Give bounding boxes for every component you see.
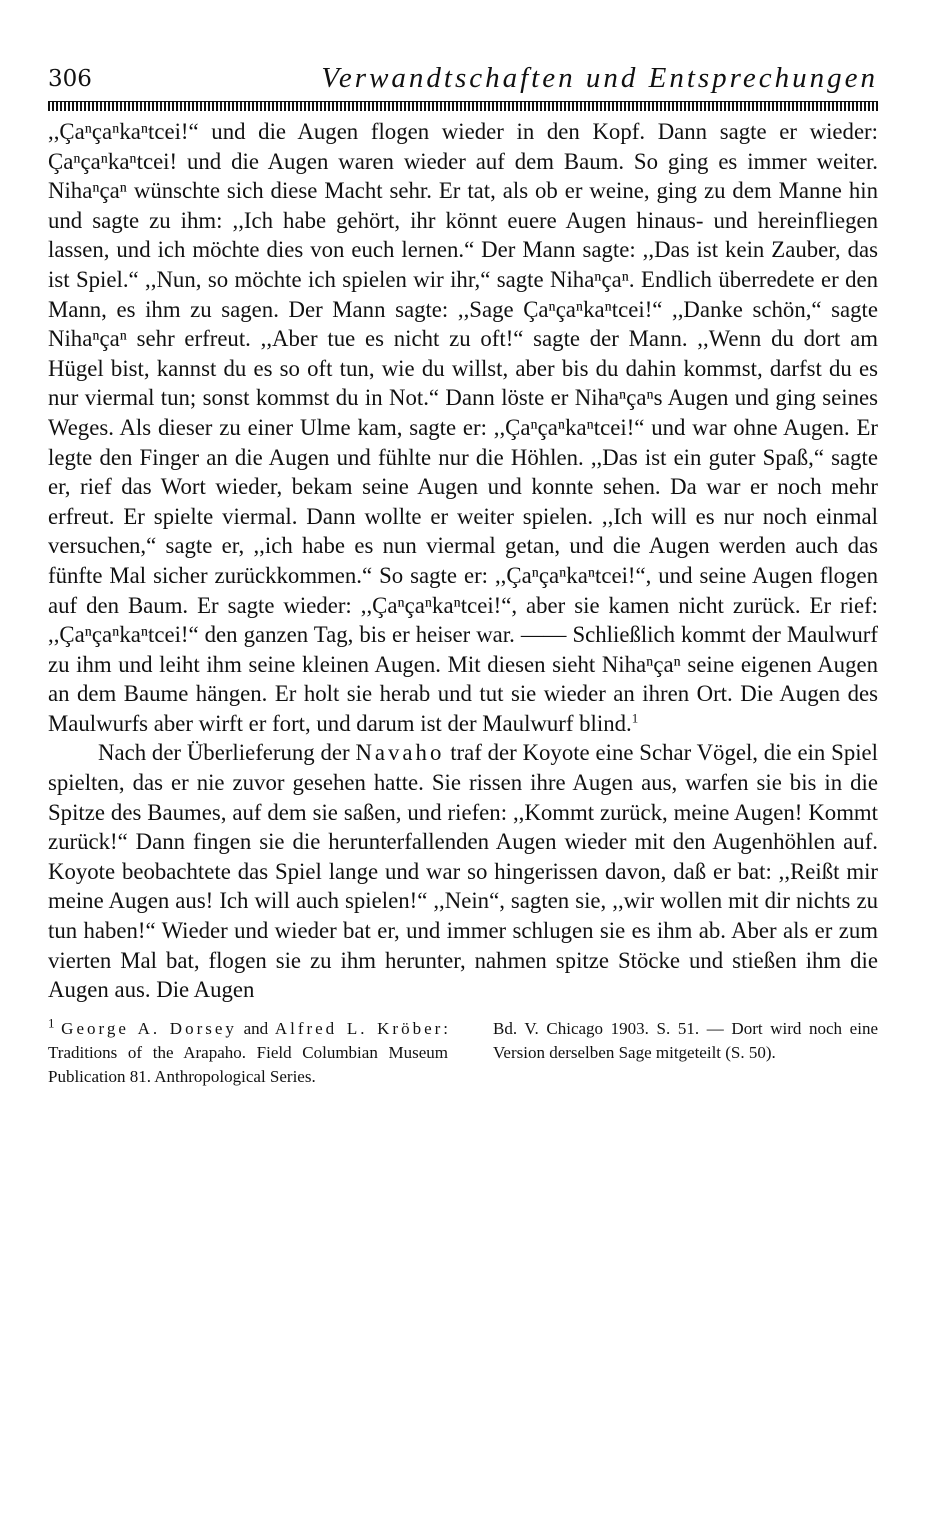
footnote-and: and — [243, 1018, 269, 1038]
paragraph-2-text: traf der Koyote eine Schar Vögel, die ein Spiel spielten, das er nie zuvor gesehen hatte. Sie rissen ihre Augen aus, warfen sie bis in die Spitze des Baumes, auf dem sie saßen, und riefen: ,,Kommt zurück, meine Augen! Kommt zurück!“ Dann fingen sie die herunterfallenden Augen wieder mit den Augenhöhlen auf. Koyote beobachtete das Spiel lange und war so hingerissen davon, daß er bat: ,,Reißt mir meine Augen aus! Ich will auch spielen!“ ,,Nein“, sagten sie, ,,wir wollen mit dir nichts zu tun haben!“ Wieder und wieder bat er, und immer schlugen sie es ihm ab. Aber als er zum vierten Mal bat, flogen sie zu ihm herunter, nahmen spitze Stöcke und stießen ihm die Augen aus. Die Augen — [48, 740, 879, 1003]
paragraph-2 — [48, 738, 878, 1004]
book-page — [48, 62, 879, 1089]
footnote-reference: 1 — [631, 710, 639, 726]
running-title: Verwandtschaften und Entsprechungen — [321, 62, 878, 94]
paragraph-1 — [48, 117, 878, 738]
paragraph-1-text: ,,Çaⁿçaⁿkaⁿtcei!“ und die Augen flogen wieder in den Kopf. Dann sagte er wieder: Çaⁿçaⁿkaⁿtcei! und die Augen waren wieder auf dem Baum. So ging es immer weiter. Nihaⁿçaⁿ wünschte sich diese Macht sehr. Er tat, als ob er weine, ging zu dem Manne hin und sagte zu ihm: ,,Ich habe gehört, ihr könnt euere Augen hinaus- und hereinfliegen lassen, und ich möchte dies von euch lernen.“ Der Mann sagte: ,,Das ist kein Zauber, das ist Spiel.“ ,,Nun, so möchte ich spielen wir ihr,“ sagte Nihaⁿçaⁿ. Endlich überredete er den Mann, es ihm zu sagen. Der Mann sagte: ,,Sage Çaⁿçaⁿkaⁿtcei!“ ,,Danke schön,“ sagte Nihaⁿçaⁿ sehr erfreut. ,,Aber tue es nicht zu oft!“ sagte der Mann. ,,Wenn du dort am Hügel bist, kannst du es so oft tun, wie du willst, aber bis du dahin kommst, darfst du es nur viermal tun; sonst kommst du in Not.“ Dann löste er Nihaⁿçaⁿs Augen und ging seines Weges. Als dieser zu einer Ulme kam, sagte er: ,,Çaⁿçaⁿkaⁿtcei!“ und war ohne Augen. Er legte den Finger an die Augen und fühlte nur die Höhlen. ,,Das ist ein guter Spaß,“ sagte er, rief das Wort wieder, bekam seine Augen und konnte sehen. Da war er noch mehr erfreut. Er spielte viermal. Dann wollte er weiter spielen. ,,Ich will es nur noch einmal versuchen,“ sagte er, ,,ich habe es nun viermal getan, und die Augen werden auch das fünfte Mal sicher zurückkommen.“ So sagte er: ,,Çaⁿçaⁿkaⁿtcei!“, und seine Augen flogen auf den Baum. Er sagte wieder: ,,Çaⁿçaⁿkaⁿtcei!“, aber sie kamen nicht zurück. Er rief: ,,Çaⁿçaⁿkaⁿtcei!“ den ganzen Tag, bis er heiser war. —— Schließlich kommt der Maulwurf zu ihm und leiht ihm seine kleinen Augen. Mit diesen sieht Nihaⁿçaⁿ seine eigenen Augen an dem Baume hängen. Er holt sie herab und tut sie wieder an ihren Ort. Die Augen des Maulwurfs aber wirft er fort, und darum ist der Maulwurf blind. — [48, 119, 878, 736]
paragraph-2-lead: Nach der Überlieferung der — [98, 740, 350, 766]
footnote-author-1: George A. Dorsey — [61, 1018, 237, 1038]
footnote-right-text: Bd. V. Chicago 1903. S. 51. — Dort wird noch eine Version derselben Sage mitgeteilt (S. 50). — [493, 1018, 878, 1062]
footnote-left-column — [48, 1017, 448, 1089]
footnote-left-text: : Traditions of the Arapaho. Field Columbian Museum Publication 81. Anthropological Series. — [48, 1018, 449, 1086]
page-number: 306 — [48, 66, 92, 92]
emphasized-name: Navaho — [355, 740, 445, 766]
page-header — [48, 62, 878, 94]
footnote-author-2: Alfred L. Kröber — [274, 1018, 444, 1038]
header-rule — [48, 101, 878, 111]
main-text — [48, 117, 878, 1005]
footnote-marker: 1 — [48, 1015, 55, 1031]
footnote — [48, 1017, 878, 1089]
footnote-right-column — [493, 1017, 878, 1089]
